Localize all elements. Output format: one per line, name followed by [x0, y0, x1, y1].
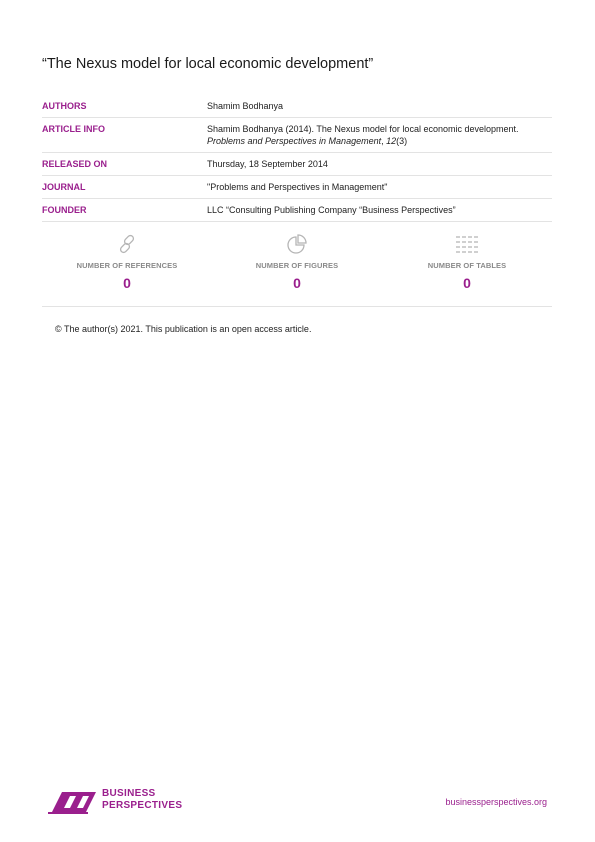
stat-references [42, 230, 212, 291]
logo-text-business: BUSINESS [102, 788, 156, 799]
article-info-issue: (3) [396, 136, 408, 146]
stat-tables [382, 230, 552, 291]
article-stats [42, 230, 552, 307]
article-title: “The Nexus model for local economic development” [42, 56, 374, 72]
article-info-citation: Shamim Bodhanya (2014). The Nexus model for local economic development. [207, 124, 519, 134]
stat-tables-value: 0 [463, 275, 471, 291]
journal-label: JOURNAL [42, 176, 207, 199]
link-icon [42, 230, 212, 258]
article-info-label: ARTICLE INFO [42, 118, 207, 153]
website-link[interactable]: businessperspectives.org [445, 797, 547, 807]
meta-row-journal [42, 176, 552, 199]
founder-label: FOUNDER [42, 199, 207, 222]
stat-tables-label: NUMBER OF TABLES [427, 261, 507, 270]
article-info-separator: , [381, 136, 387, 146]
founder-value: LLC “Consulting Publishing Company “Business Perspectives” [207, 199, 552, 222]
journal-value: "Problems and Perspectives in Management" [207, 176, 552, 199]
article-info-volume: 12 [386, 136, 397, 146]
article-info-journal: Problems and Perspectives in Management [207, 136, 382, 146]
meta-row-authors [42, 95, 552, 118]
stat-figures [212, 230, 382, 291]
authors-label: AUTHORS [42, 95, 207, 118]
logo-text-perspectives: PERSPECTIVES [102, 800, 183, 811]
publisher-logo [48, 786, 182, 814]
table-icon [382, 230, 552, 258]
meta-row-released [42, 153, 552, 176]
article-info-value [207, 118, 552, 153]
stat-references-label: NUMBER OF REFERENCES [76, 261, 178, 270]
released-label: RELEASED ON [42, 153, 207, 176]
meta-row-article-info [42, 118, 552, 153]
stat-figures-value: 0 [293, 275, 301, 291]
meta-row-founder [42, 199, 552, 222]
pie-chart-icon [212, 230, 382, 258]
released-value: Thursday, 18 September 2014 [207, 153, 552, 176]
copyright-notice: © The author(s) 2021. This publication is an open access article. [55, 324, 312, 334]
article-metadata-table [42, 95, 552, 222]
authors-value: Shamim Bodhanya [207, 95, 552, 118]
stat-figures-label: NUMBER OF FIGURES [255, 261, 339, 270]
stat-references-value: 0 [123, 275, 131, 291]
business-perspectives-logo-icon [48, 786, 98, 814]
